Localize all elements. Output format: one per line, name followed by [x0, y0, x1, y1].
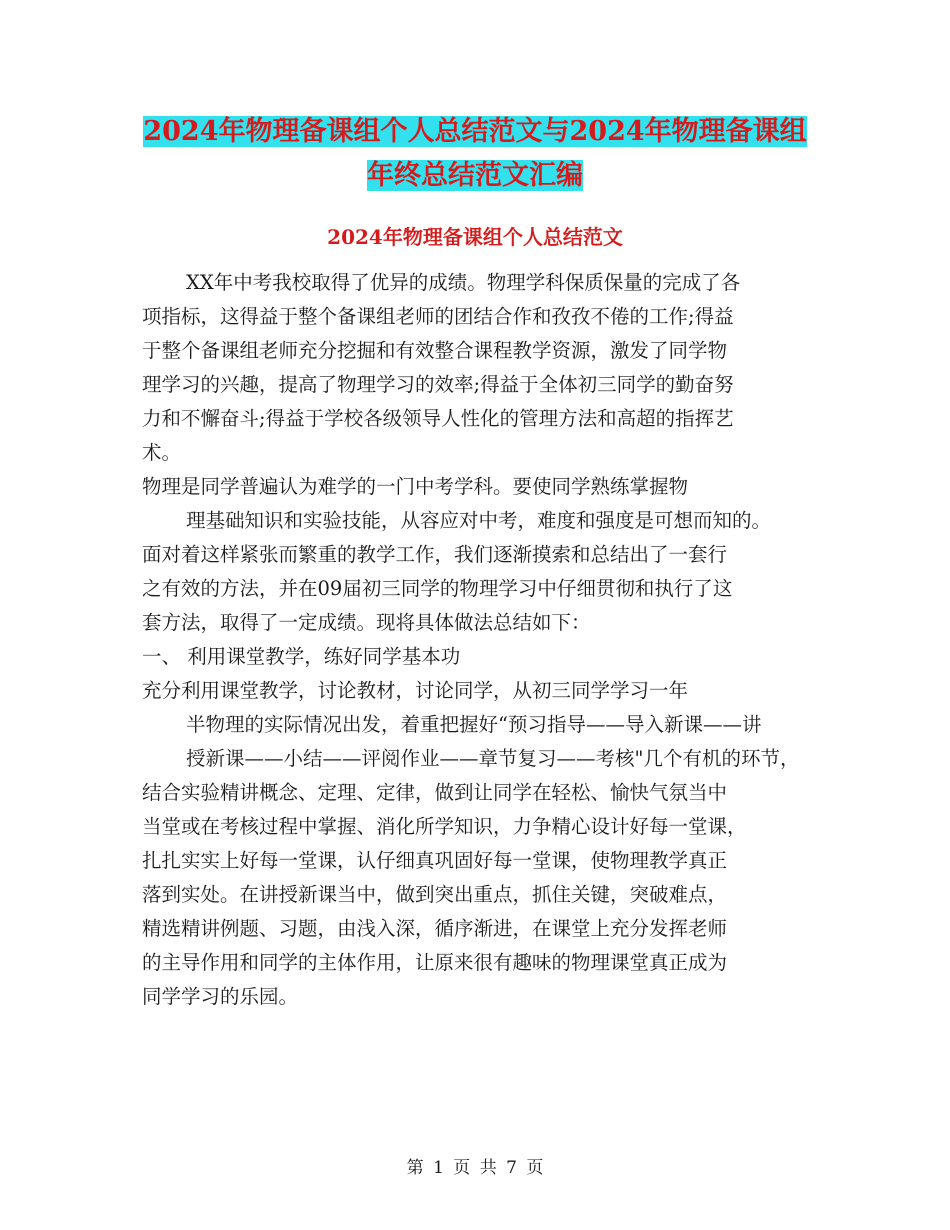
body-line: 套方法，取得了一定成绩。现将具体做法总结如下：: [142, 611, 591, 634]
body-line: 一、 利用课堂教学，练好同学基本功: [142, 645, 461, 668]
body-line: 充分利用课堂教学，讨论教材，讨论同学，从初三同学学习一年: [142, 679, 689, 702]
body-line: 于整个备课组老师充分挖掘和有效整合课程教学资源，激发了同学物: [142, 339, 728, 362]
body-line: 同学学习的乐园。: [142, 985, 299, 1008]
body-line: 项指标，这得益于整个备课组老师的团结合作和孜孜不倦的工作;得益: [142, 305, 734, 328]
body-line: 的主导作用和同学的主体作用，让原来很有趣味的物理课堂真正成为: [142, 951, 728, 974]
body-line: 落到实处。在讲授新课当中，做到突出重点，抓住关键，突破难点，: [142, 883, 728, 906]
body-line: 之有效的方法，并在09届初三同学的物理学习中仔细贯彻和执行了这: [142, 577, 733, 600]
document-title-line-2: 年终总结范文汇编: [367, 160, 583, 191]
body-line: XX年中考我校取得了优异的成绩。物理学科保质保量的完成了各: [186, 271, 741, 294]
page-number-footer: 第 1 页 共 7 页: [406, 1158, 544, 1178]
body-line: 面对着这样紧张而繁重的教学工作，我们逐渐摸索和总结出了一套行: [142, 543, 728, 566]
subsection-heading: 半物理的实际情况出发，着重把握好“预习指导——导入新课——讲: [186, 713, 762, 736]
body-line: 理基础知识和实验技能，从容应对中考，难度和强度是可想而知的。: [186, 509, 772, 532]
body-line: 结合实验精讲概念、定理、定律，做到让同学在轻松、愉快气氛当中: [142, 781, 728, 804]
body-line: 授新课——小结——评阅作业——章节复习——考核"几个有机的环节，: [186, 747, 800, 770]
body-line: 力和不懈奋斗;得益于学校各级领导人性化的管理方法和高超的指挥艺: [142, 407, 734, 430]
body-line: 当堂或在考核过程中掌握、消化所学知识，力争精心设计好每一堂课，: [142, 815, 747, 838]
document-title-line-1: 2024年物理备课组个人总结范文与2024年物理备课组: [143, 116, 807, 147]
body-line: 物理是同学普遍认为难学的一门中考学科。要使同学熟练掌握物: [142, 475, 689, 498]
body-line: 扎扎实实上好每一堂课，认仔细真巩固好每一堂课，使物理教学真正: [142, 849, 728, 872]
body-line: 术。: [142, 441, 182, 464]
body-line: 理学习的兴趣，提高了物理学习的效率;得益于全体初三同学的勤奋努: [142, 373, 734, 396]
body-line: 精选精讲例题、习题，由浅入深，循序渐进，在课堂上充分发挥老师: [142, 917, 728, 940]
section-heading: 2024年物理备课组个人总结范文: [327, 225, 623, 249]
